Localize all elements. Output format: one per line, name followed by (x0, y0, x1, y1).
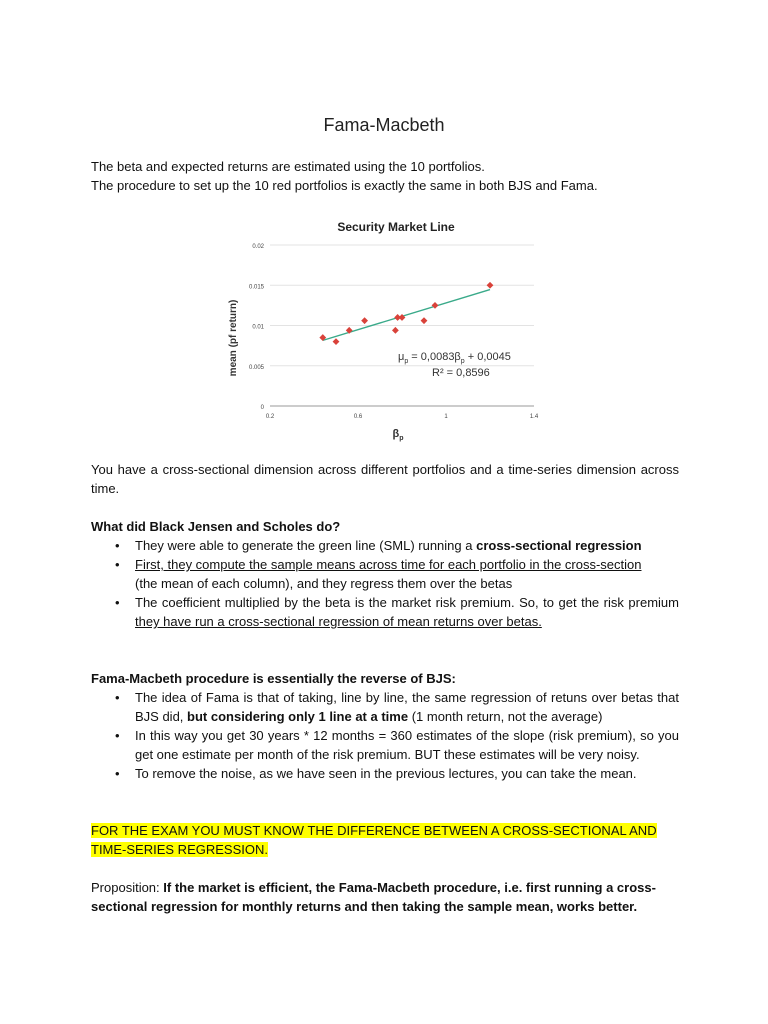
intro-line-2: The procedure to set up the 10 red portfolios is exactly the same in both BJS and Fama. (91, 178, 598, 193)
bjs-bullet-2: • First, they compute the sample means across time for each portfolio in the cross-section (the mean of each column), and they regress them over the betas (91, 555, 679, 593)
data-point (421, 317, 428, 324)
x-axis-label (393, 428, 404, 442)
bjs-bullet-1: • They were able to generate the green line (SML) running a cross-sectional regression (91, 536, 679, 555)
fm-bullet-1: • The idea of Fama is that of taking, line by line, the same regression of retuns over betas that BJS did, but considering only 1 line at a time (1 month return, not the average) (91, 688, 679, 726)
proposition-text: If the market is efficient, the Fama-Macbeth procedure, i.e. first running a cross-sectional regression for monthly returns and then taking the sample mean, works better. (91, 880, 656, 914)
data-point (361, 317, 368, 324)
proposition (91, 878, 679, 916)
fm-bullet-3: • To remove the noise, as we have seen in the previous lectures, you can take the mean. (91, 764, 679, 783)
chart-title: Security Market Line (337, 220, 455, 234)
regression-equation: $\mu_p = 0,0083\beta_p + 0,0045$ (398, 351, 511, 365)
y-tick-label: 0.005 (248, 364, 264, 371)
x-tick-label: 0.2 (265, 414, 275, 420)
x-tick-label: 1 (444, 414, 448, 420)
fm-heading: Fama-Macbeth procedure is essentially the reverse of BJS: (91, 671, 456, 686)
data-point (487, 282, 494, 289)
intro-line-1: The beta and expected returns are estimated using the 10 portfolios. (91, 159, 485, 174)
fm-list (91, 688, 679, 783)
r-squared: R² = 0,8596 (432, 367, 490, 379)
y-tick-label: 0.01 (252, 324, 264, 331)
exam-note-highlight: FOR THE EXAM YOU MUST KNOW THE DIFFERENCE BETWEEN A CROSS-SECTIONAL AND TIME-SERIES REGRESSION. (91, 823, 657, 857)
y-tick-label: 0 (260, 405, 264, 411)
bjs-list (91, 536, 679, 631)
proposition-label: Proposition: (91, 880, 164, 895)
page-title: Fama-Macbeth (323, 115, 445, 135)
security-market-line-chart (228, 210, 546, 442)
data-point (333, 338, 340, 345)
y-tick-label: 0.02 (252, 244, 264, 250)
bjs-heading: What did Black Jensen and Scholes do? (91, 519, 341, 534)
data-point (392, 327, 399, 334)
trendline (323, 290, 490, 341)
bjs-bullet-3: • The coefficient multiplied by the beta is the market risk premium. So, to get the risk premium they have run a cross-sectional regression of mean returns over betas. (91, 593, 679, 631)
exam-note (91, 821, 679, 859)
chart-svg (228, 210, 546, 442)
x-axis-label-sub: p (399, 435, 404, 442)
dimension-paragraph: You have a cross-sectional dimension across different portfolios and a time-series dimension across time. (91, 462, 679, 496)
x-axis-label-main: β (392, 428, 400, 440)
x-tick-label: 1.4 (529, 414, 539, 420)
x-tick-label: 0.6 (353, 414, 363, 420)
y-axis-label: mean (pf return) (228, 299, 239, 377)
fm-bullet-2: • In this way you get 30 years * 12 months = 360 estimates of the slope (risk premium), so you get one estimate per month of the risk premium. BUT these estimates will be very noisy. (91, 726, 679, 764)
y-tick-label: 0.015 (248, 284, 264, 291)
